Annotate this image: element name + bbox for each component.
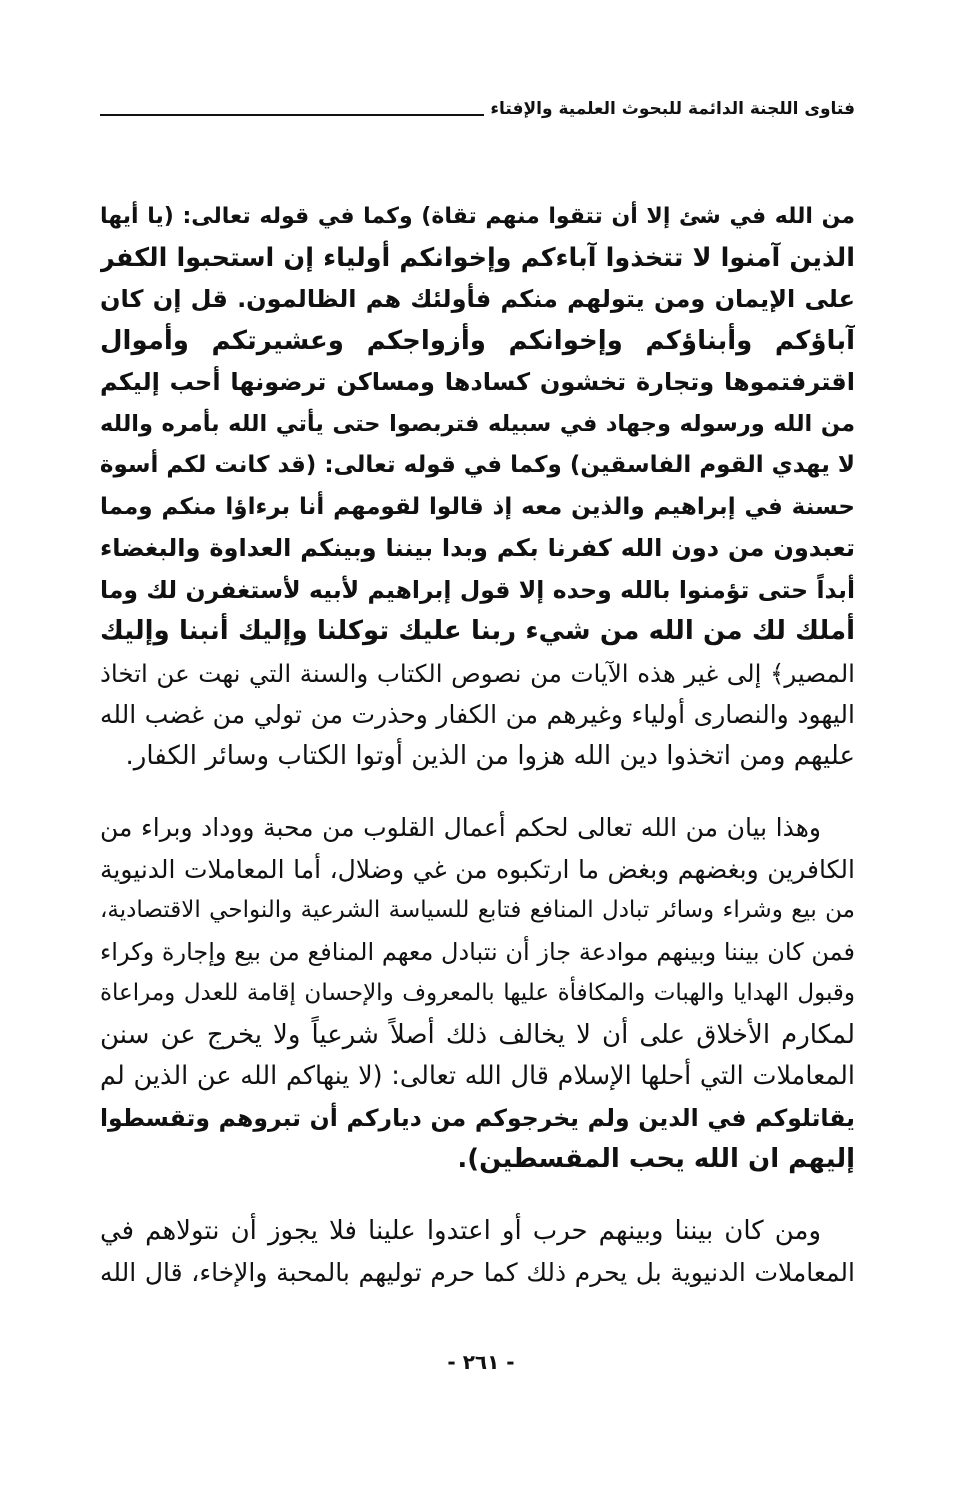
- text-line: أبداً حتى تؤمنوا بالله وحده إلا قول إبراهيم لأبيه لأستغفرن لك وما: [100, 575, 855, 604]
- text-line: اقترفتموها وتجارة تخشون كسادها ومساكن ترضونها أحب إليكم: [100, 368, 855, 396]
- text-line: المصير﴾ إلى غير هذه الآيات من نصوص الكتاب والسنة التي نهت عن اتخاذ: [100, 658, 855, 688]
- text-line: لا يهدي القوم الفاسقين) وكما في قوله تعالى: (قد كانت لكم أسوة: [100, 452, 855, 478]
- text-line: وقبول الهدايا والهبات والمكافأة عليها بالمعروف والإحسان إقامة للعدل ومراعاة: [100, 980, 855, 1006]
- running-header: [100, 86, 855, 120]
- header-rule: [100, 114, 484, 116]
- text-line: أملك لك من الله من شيء ربنا عليك توكلنا وإليك أنبنا وإليك: [100, 616, 855, 646]
- text-line: من بيع وشراء وسائر تبادل المنافع فتابع للسياسة الشرعية والنواحي الاقتصادية،: [100, 897, 855, 923]
- header-title: فتاوى اللجنة الدائمة للبحوث العلمية والإفتاء: [490, 99, 855, 119]
- text-line: الذين آمنوا لا تتخذوا آباءكم وإخوانكم أولياء إن استحبوا الكفر: [100, 242, 855, 273]
- text-line: حسنة في إبراهيم والذين معه إذ قالوا لقومهم أنا برءاؤا منكم ومما: [100, 493, 855, 520]
- text-line: آباؤكم وأبناؤكم وإخوانكم وأزواجكم وعشيرتكم وأموال: [100, 325, 855, 356]
- text-line: وهذا بيان من الله تعالى لحكم أعمال القلوب من محبة ووداد وبراء من: [100, 813, 821, 842]
- text-line: فمن كان بيننا وبينهم موادعة جاز أن نتبادل معهم المنافع من بيع وإجارة وكراء: [100, 937, 855, 966]
- paragraph-1: [100, 196, 855, 777]
- text-line: على الإيمان ومن يتولهم منكم فأولئك هم الظالمون. قل إن كان: [100, 285, 855, 313]
- paragraph-2: [100, 807, 855, 1181]
- text-line: الكافرين وبغضهم وبغض ما ارتكبوه من غي وضلال، أما المعاملات الدنيوية: [100, 854, 855, 884]
- text-line: لمكارم الأخلاق على أن لا يخالف ذلك أصلاً شرعياً ولا يخرج عن سنن: [100, 1019, 855, 1050]
- text-line: المعاملات التي أحلها الإسلام قال الله تعالى: (لا ينهاكم الله عن الذين لم: [100, 1061, 855, 1091]
- text-line: عليهم ومن اتخذوا دين الله هزوا من الذين أوتوا الكتاب وسائر الكفار.: [125, 740, 855, 771]
- text-line: اليهود والنصارى أولياء وغيرهم من الكفار وحذرت من تولي من غضب الله: [100, 700, 855, 729]
- text-line: من الله ورسوله وجهاد في سبيله فتربصوا حتى يأتي الله بأمره والله: [100, 410, 855, 437]
- text-line: ومن كان بيننا وبينهم حرب أو اعتدوا علينا فلا يجوز أن نتولاهم في: [100, 1215, 821, 1246]
- text-line: المعاملات الدنيوية بل يحرم ذلك كما حرم توليهم بالمحبة والإخاء، قال الله: [100, 1258, 855, 1287]
- text-line: يقاتلوكم في الدين ولم يخرجوكم من دياركم أن تبروهم وتقسطوا: [100, 1103, 855, 1132]
- text-line: تعبدون من دون الله كفرنا بكم وبدا بيننا وبينكم العداوة والبغضاء: [100, 534, 855, 562]
- text-line: من الله في شئ إلا أن تتقوا منهم تقاة) وكما في قوله تعالى: (يا أيها: [100, 204, 855, 229]
- page-body: [100, 196, 855, 1294]
- page-number: - ٢٦١ -: [447, 1350, 515, 1374]
- text-line: إليهم ان الله يحب المقسطين).: [457, 1144, 855, 1174]
- paragraph-3: [100, 1211, 855, 1294]
